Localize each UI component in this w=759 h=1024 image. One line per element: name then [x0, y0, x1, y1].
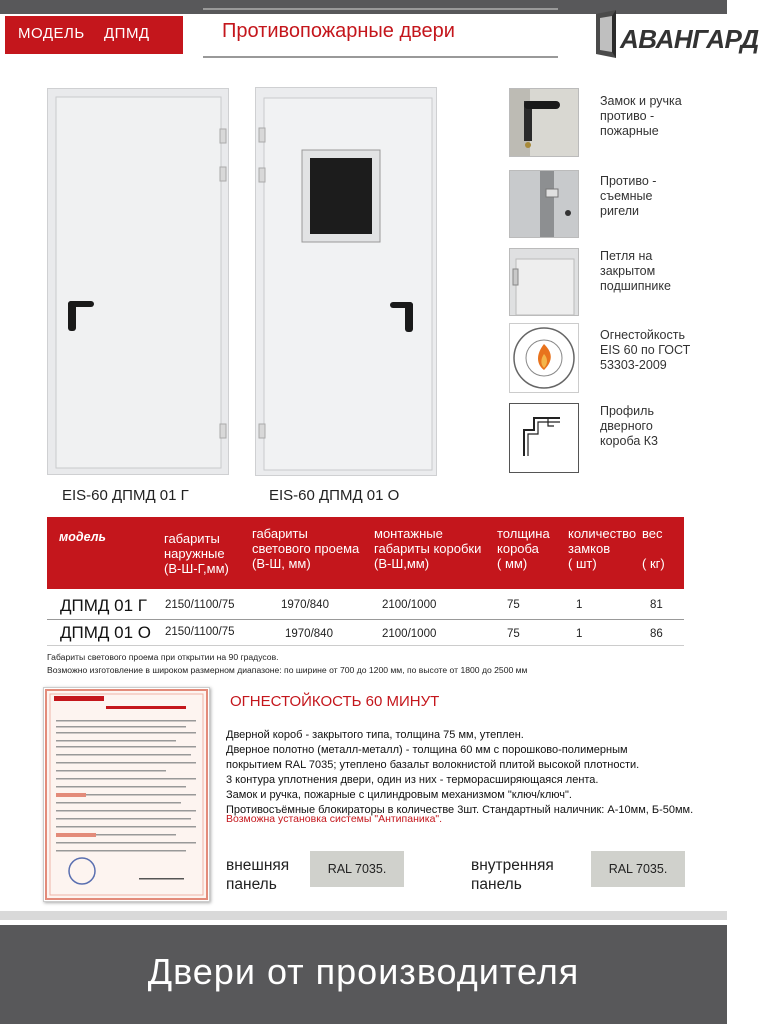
antipanic-note: Возможна установка системы "Антипаника".	[226, 813, 443, 825]
certificate-image	[43, 687, 210, 902]
title-rule-top	[203, 8, 558, 10]
feature-bolts-image	[509, 170, 579, 238]
fire-resistance-seal-icon	[510, 324, 578, 392]
table-row	[0, 594, 727, 620]
model-label: МОДЕЛЬ	[18, 25, 85, 42]
feature-lock-image	[509, 88, 579, 157]
door-glazed-label: EIS-60 ДПМД 01 О	[269, 487, 400, 504]
row-thickness: 75	[507, 599, 520, 611]
th-locks: количество замков ( шт)	[568, 526, 637, 571]
fire-resistance-title: ОГНЕСТОЙКОСТЬ 60 МИНУТ	[230, 693, 440, 710]
brand-name: АВАНГАРД	[620, 24, 759, 54]
anti-removal-bolts-icon	[510, 171, 578, 237]
th-thickness: толщина короба ( мм)	[497, 526, 550, 571]
row-mount: 2100/1000	[382, 599, 437, 611]
feature-bolts-text: Противо - съемные ригели	[600, 174, 657, 218]
inner-panel-color: RAL 7035.	[591, 851, 685, 887]
row-locks: 1	[576, 599, 583, 611]
table-row	[0, 621, 727, 647]
frame-profile-icon	[510, 404, 578, 472]
row-model: ДПМД 01 О	[60, 623, 151, 642]
description: Дверной короб - закрытого типа, толщина 75 мм, утеплен. Дверное полотно (металл-металл) - толщина 60 мм с порошково-полимерным покрытием RAL 7035; утеплено базальт волокнистой плитой высокой плотности. 3 контура уплотнения двери, один из них - терморасширяющаяся лента. Замок и ручка, пожарные с цилиндровым механизмом "ключ/ключ". Противосъёмные блокираторы в количестве 3шт. Стандартный наличник: А-10мм, Б-50мм.	[226, 729, 694, 816]
feature-lock-text: Замок и ручка противо - пожарные	[600, 94, 682, 138]
footer-slogan: Двери от производителя	[147, 951, 580, 992]
table-divider	[47, 645, 684, 646]
th-outer: габариты наружные (В-Ш-Г,мм)	[164, 531, 229, 576]
hinge-icon	[510, 249, 578, 315]
row-thickness: 75	[507, 628, 520, 640]
feature-hinge-image	[509, 248, 579, 316]
outer-panel-color: RAL 7035.	[310, 851, 404, 887]
door-solid-label: EIS-60 ДПМД 01 Г	[62, 487, 189, 504]
model-code: ДПМД	[104, 25, 150, 42]
certificate-icon	[44, 688, 209, 901]
footer-band	[0, 911, 727, 920]
th-light: габариты светового проема (В-Ш, мм)	[252, 526, 360, 571]
row-weight: 81	[650, 599, 663, 611]
row-weight: 86	[650, 628, 663, 640]
row-outer: 2150/1100/75	[165, 599, 235, 611]
row-outer: 2150/1100/75	[165, 626, 235, 638]
page-title: Противопожарные двери	[222, 20, 455, 42]
th-weight: вес ( кг)	[642, 526, 665, 571]
th-model: модель	[59, 530, 106, 544]
feature-fire-text: Огнестойкость EIS 60 по ГОСТ 53303-2009	[600, 328, 691, 372]
inner-panel-label: внутренняя панель	[471, 857, 554, 893]
row-light: 1970/840	[281, 599, 329, 611]
row-mount: 2100/1000	[382, 628, 437, 640]
row-light: 1970/840	[285, 628, 333, 640]
outer-panel-label: внешняя панель	[226, 857, 290, 893]
door-solid-image	[47, 88, 229, 475]
table-note: Габариты светового проема при открытии на 90 градусов.	[47, 652, 279, 662]
table-divider	[47, 619, 684, 620]
row-locks: 1	[576, 628, 583, 640]
title-rule-bottom	[203, 56, 558, 58]
feature-hinge-text: Петля на закрытом подшипнике	[600, 249, 671, 293]
th-mount: монтажные габариты коробки (В-Ш,мм)	[374, 526, 482, 571]
lock-handle-icon	[510, 89, 578, 156]
door-solid-icon	[48, 89, 230, 476]
feature-fire-seal-image	[509, 323, 579, 393]
feature-profile-image	[509, 403, 579, 473]
table-note: Возможно изготовление в широком размерном диапазоне: по ширине от 700 до 1200 мм, по высоте от 1800 до 2500 мм	[47, 665, 528, 675]
door-glazed-icon	[256, 88, 438, 477]
row-model: ДПМД 01 Г	[60, 596, 147, 615]
door-glazed-image	[255, 87, 437, 476]
spec-table-header	[47, 517, 684, 589]
feature-profile-text: Профиль дверного короба К3	[600, 404, 658, 448]
